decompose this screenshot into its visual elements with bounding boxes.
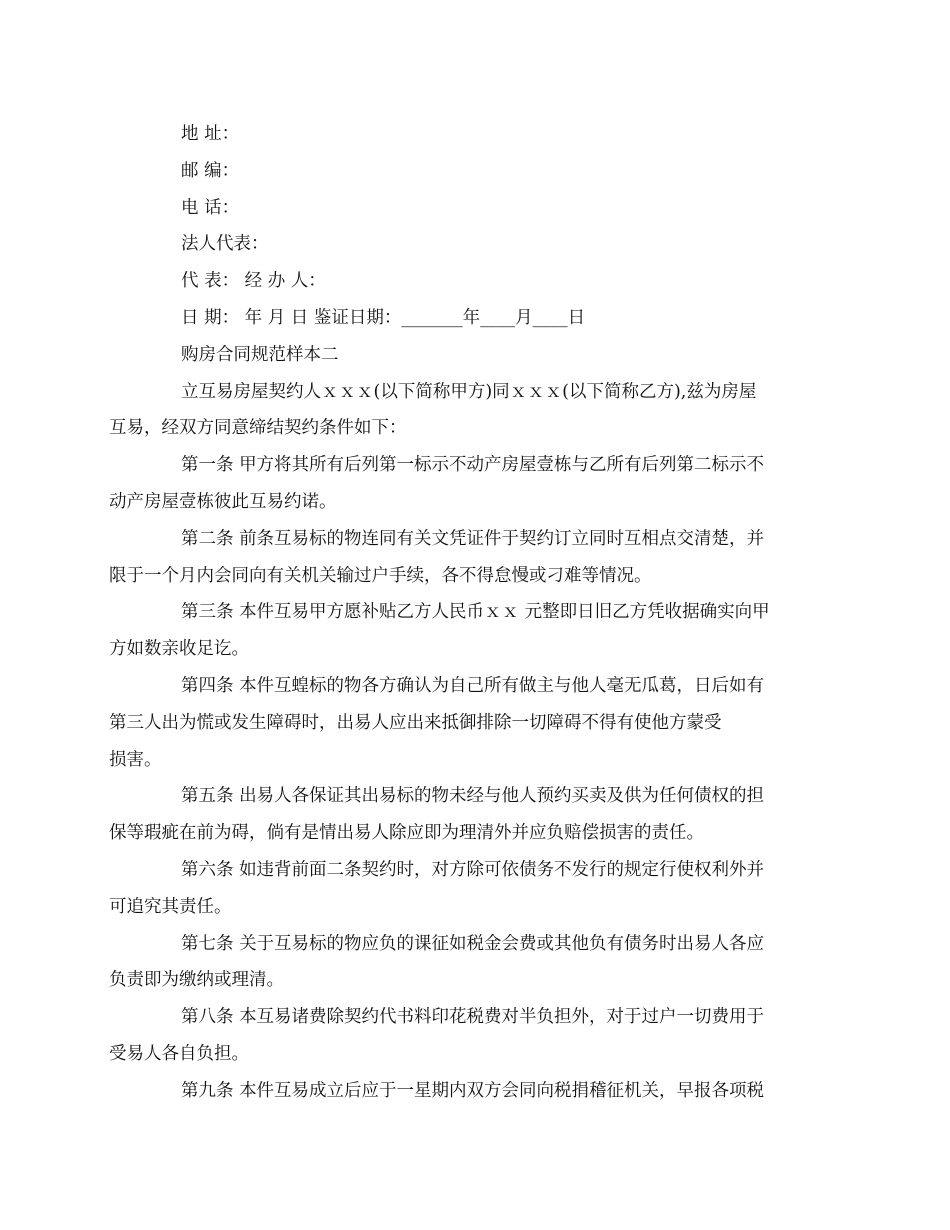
paragraph-line: 第七条 关于互易标的物应负的课征如税金会费或其他负有债务时出易人各应	[181, 933, 765, 954]
postcode-field: 邮 编：	[181, 160, 240, 181]
address-field: 地 址：	[181, 124, 240, 144]
paragraph-line: 立互易房屋契约人ｘｘｘ(以下简称甲方)同ｘｘｘ(以下简称乙方),兹为房屋	[181, 381, 757, 402]
contract-paragraph	[109, 999, 805, 1073]
paragraph-line: 受易人各自负担。	[109, 1043, 249, 1064]
paragraph-line: 第一条 甲方将其所有后列第一标示不动产房屋壹栋与乙所有后列第二标示不	[181, 455, 765, 476]
paragraph-line: 动产房屋壹栋彼此互易约诺。	[109, 491, 337, 512]
paragraph-line: 第九条 本件互易成立后应于一星期内双方会同向税捐稽征机关，早报各项税	[181, 1080, 765, 1101]
paragraph-line: 第六条 如违背前面二条契约时，对方除可依债务不发行的规定行使权利外并	[181, 859, 765, 880]
representative-agent-field: 代 表： 经 办 人：	[181, 271, 326, 292]
sample-title: 购房合同规范样本二	[181, 344, 339, 365]
contract-body	[109, 374, 805, 1110]
header-fields	[145, 116, 805, 337]
paragraph-line: 限于一个月内会同向有关机关输过户手续，各不得怠慢或刁难等情况。	[109, 565, 652, 586]
contract-paragraph	[109, 447, 805, 521]
paragraph-line: 第三条 本件互易甲方愿补贴乙方人民币ｘｘ 元整即日旧乙方凭收据确实向甲	[181, 602, 770, 623]
paragraph-line: 第八条 本互易诸费除契约代书料印花税费对半负担外，对于过户一切费用于	[181, 1007, 765, 1028]
paragraph-line: 可追究其责任。	[109, 896, 232, 917]
date-field: 日 期： 年 月 日 鉴证日期：_______年____月____日	[181, 307, 586, 328]
paragraph-line: 保等瑕疵在前为碍，倘有是情出易人除应即为理清外并应负赔偿损害的责任。	[109, 823, 704, 844]
paragraph-line: 第三人出为慌或发生障碍时，出易人应出来抵御排除一切障碍不得有使他方蒙受	[109, 712, 722, 733]
document-page	[109, 116, 805, 1110]
contract-paragraph	[109, 668, 805, 778]
contract-paragraph	[145, 1073, 805, 1110]
contract-paragraph	[109, 374, 805, 448]
paragraph-line: 第四条 本件互蝗标的物各方确认为自己所有做主与他人毫无瓜葛，日后如有	[181, 675, 765, 696]
legal-representative-field: 法人代表：	[181, 234, 269, 255]
paragraph-line: 负责即为缴纳或理清。	[109, 970, 284, 991]
contract-paragraph	[109, 778, 805, 852]
contract-paragraph	[109, 926, 805, 1000]
contract-paragraph	[109, 852, 805, 926]
phone-field: 电 话：	[181, 197, 240, 218]
contract-paragraph	[109, 594, 805, 668]
paragraph-line: 第五条 出易人各保证其出易标的物未经与他人预约买卖及供为任何债权的担	[181, 786, 765, 807]
contract-paragraph	[109, 521, 805, 595]
paragraph-line: 方如数亲收足讫。	[109, 639, 249, 660]
paragraph-line: 损害。	[109, 749, 162, 770]
paragraph-line: 互易，经双方同意缔结契约条件如下：	[109, 418, 407, 439]
paragraph-line: 第二条 前条互易标的物连同有关文凭证件于契约订立同时互相点交清楚，并	[181, 528, 765, 549]
